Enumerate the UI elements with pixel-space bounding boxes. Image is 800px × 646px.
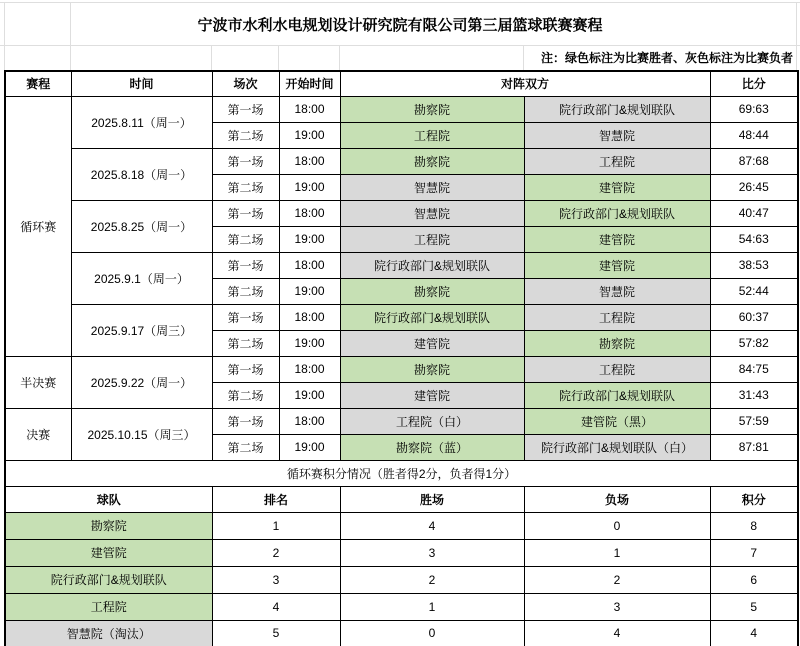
time-cell: 18:00	[279, 148, 340, 174]
score-cell: 69:63	[710, 96, 798, 122]
team-cell-left: 勘察院（蓝）	[340, 434, 524, 460]
session-cell: 第二场	[212, 382, 279, 408]
session-cell: 第二场	[212, 174, 279, 200]
session-cell: 第一场	[212, 200, 279, 226]
team-cell-left: 勘察院	[340, 148, 524, 174]
rank-cell: 5	[212, 620, 340, 646]
session-cell: 第一场	[212, 96, 279, 122]
header-matchup: 对阵双方	[340, 71, 710, 96]
team-cell-left: 建管院	[340, 382, 524, 408]
header-date: 时间	[71, 71, 212, 96]
session-cell: 第二场	[212, 278, 279, 304]
date-cell: 2025.9.1（周一）	[71, 252, 212, 304]
team-cell: 建管院	[5, 539, 212, 566]
session-cell: 第一场	[212, 252, 279, 278]
standing-row	[5, 620, 798, 646]
team-cell-right: 工程院	[524, 148, 710, 174]
session-cell: 第一场	[212, 148, 279, 174]
standing-row	[5, 539, 798, 566]
team-cell-right: 院行政部门&规划联队	[524, 382, 710, 408]
date-cell: 2025.9.17（周三）	[71, 304, 212, 356]
time-cell: 18:00	[279, 304, 340, 330]
score-cell: 54:63	[710, 226, 798, 252]
time-cell: 19:00	[279, 330, 340, 356]
header-score: 比分	[710, 71, 798, 96]
losses-cell: 4	[524, 620, 710, 646]
points-cell: 8	[710, 512, 798, 539]
stage-cell: 半决赛	[5, 356, 71, 408]
team-cell-left: 工程院	[340, 122, 524, 148]
match-row	[5, 148, 798, 174]
time-cell: 19:00	[279, 122, 340, 148]
schedule-header-row	[5, 71, 798, 96]
team-cell-right: 院行政部门&规划联队（白）	[524, 434, 710, 460]
points-cell: 7	[710, 539, 798, 566]
wins-cell: 3	[340, 539, 524, 566]
session-cell: 第一场	[212, 356, 279, 382]
match-row	[5, 96, 798, 122]
header-session: 场次	[212, 71, 279, 96]
team-cell-right: 院行政部门&规划联队	[524, 96, 710, 122]
points-cell: 6	[710, 566, 798, 593]
score-cell: 48:44	[710, 122, 798, 148]
time-cell: 19:00	[279, 434, 340, 460]
team-cell-right: 智慧院	[524, 122, 710, 148]
score-cell: 40:47	[710, 200, 798, 226]
team-cell-left: 工程院（白）	[340, 408, 524, 434]
session-cell: 第二场	[212, 434, 279, 460]
schedule-table	[4, 70, 799, 646]
page-title: 宁波市水利水电规划设计研究院有限公司第三届篮球联赛赛程	[197, 16, 603, 34]
team-cell-left: 院行政部门&规划联队	[340, 252, 524, 278]
session-cell: 第二场	[212, 226, 279, 252]
time-cell: 19:00	[279, 174, 340, 200]
session-cell: 第一场	[212, 304, 279, 330]
header-team: 球队	[5, 486, 212, 512]
time-cell: 18:00	[279, 200, 340, 226]
time-cell: 18:00	[279, 356, 340, 382]
team-cell-left: 建管院	[340, 330, 524, 356]
score-cell: 38:53	[710, 252, 798, 278]
stage-cell: 决赛	[5, 408, 71, 460]
team-cell-right: 建管院	[524, 226, 710, 252]
date-cell: 2025.8.18（周一）	[71, 148, 212, 200]
score-cell: 57:59	[710, 408, 798, 434]
points-cell: 4	[710, 620, 798, 646]
team-cell-left: 勘察院	[340, 356, 524, 382]
date-cell: 2025.8.25（周一）	[71, 200, 212, 252]
standing-row	[5, 512, 798, 539]
points-cell: 5	[710, 593, 798, 620]
score-cell: 60:37	[710, 304, 798, 330]
session-cell: 第一场	[212, 408, 279, 434]
header-points: 积分	[710, 486, 798, 512]
header-start-time: 开始时间	[279, 71, 340, 96]
match-row	[5, 304, 798, 330]
losses-cell: 2	[524, 566, 710, 593]
rank-cell: 4	[212, 593, 340, 620]
standings-title-row	[5, 460, 798, 486]
header-stage: 赛程	[5, 71, 71, 96]
team-cell: 智慧院（淘汰）	[5, 620, 212, 646]
match-row	[5, 356, 798, 382]
date-cell: 2025.8.11（周一）	[71, 96, 212, 148]
score-cell: 87:81	[710, 434, 798, 460]
match-row	[5, 200, 798, 226]
losses-cell: 3	[524, 593, 710, 620]
date-cell: 2025.10.15（周三）	[71, 408, 212, 460]
standings-title: 循环赛积分情况（胜者得2分，负者得1分）	[5, 460, 798, 486]
wins-cell: 0	[340, 620, 524, 646]
team-cell-left: 院行政部门&规划联队	[340, 304, 524, 330]
team-cell-right: 工程院	[524, 304, 710, 330]
standing-row	[5, 566, 798, 593]
rank-cell: 2	[212, 539, 340, 566]
team-cell-right: 勘察院	[524, 330, 710, 356]
team-cell-right: 工程院	[524, 356, 710, 382]
team-cell-right: 智慧院	[524, 278, 710, 304]
team-cell-right: 院行政部门&规划联队	[524, 200, 710, 226]
score-cell: 84:75	[710, 356, 798, 382]
match-row	[5, 252, 798, 278]
score-cell: 31:43	[710, 382, 798, 408]
team-cell: 工程院	[5, 593, 212, 620]
time-cell: 19:00	[279, 226, 340, 252]
losses-cell: 1	[524, 539, 710, 566]
team-cell-right: 建管院（黑）	[524, 408, 710, 434]
rank-cell: 1	[212, 512, 340, 539]
header-losses: 负场	[524, 486, 710, 512]
losses-cell: 0	[524, 512, 710, 539]
header-rank: 排名	[212, 486, 340, 512]
time-cell: 19:00	[279, 278, 340, 304]
team-cell-left: 智慧院	[340, 200, 524, 226]
team-cell-left: 勘察院	[340, 278, 524, 304]
team-cell: 院行政部门&规划联队	[5, 566, 212, 593]
standings-header-row	[5, 486, 798, 512]
team-cell-right: 建管院	[524, 252, 710, 278]
team-cell-left: 智慧院	[340, 174, 524, 200]
time-cell: 18:00	[279, 408, 340, 434]
wins-cell: 2	[340, 566, 524, 593]
standing-row	[5, 593, 798, 620]
score-cell: 87:68	[710, 148, 798, 174]
session-cell: 第二场	[212, 122, 279, 148]
score-cell: 26:45	[710, 174, 798, 200]
rank-cell: 3	[212, 566, 340, 593]
score-cell: 52:44	[710, 278, 798, 304]
team-cell-left: 勘察院	[340, 96, 524, 122]
time-cell: 19:00	[279, 382, 340, 408]
time-cell: 18:00	[279, 96, 340, 122]
wins-cell: 1	[340, 593, 524, 620]
match-row	[5, 408, 798, 434]
time-cell: 18:00	[279, 252, 340, 278]
score-cell: 57:82	[710, 330, 798, 356]
date-cell: 2025.9.22（周一）	[71, 356, 212, 408]
legend-note: 注：绿色标注为比赛胜者、灰色标注为比赛负者	[540, 51, 793, 65]
team-cell: 勘察院	[5, 512, 212, 539]
stage-cell: 循环赛	[5, 96, 71, 356]
session-cell: 第二场	[212, 330, 279, 356]
team-cell-right: 建管院	[524, 174, 710, 200]
wins-cell: 4	[340, 512, 524, 539]
header-wins: 胜场	[340, 486, 524, 512]
team-cell-left: 工程院	[340, 226, 524, 252]
